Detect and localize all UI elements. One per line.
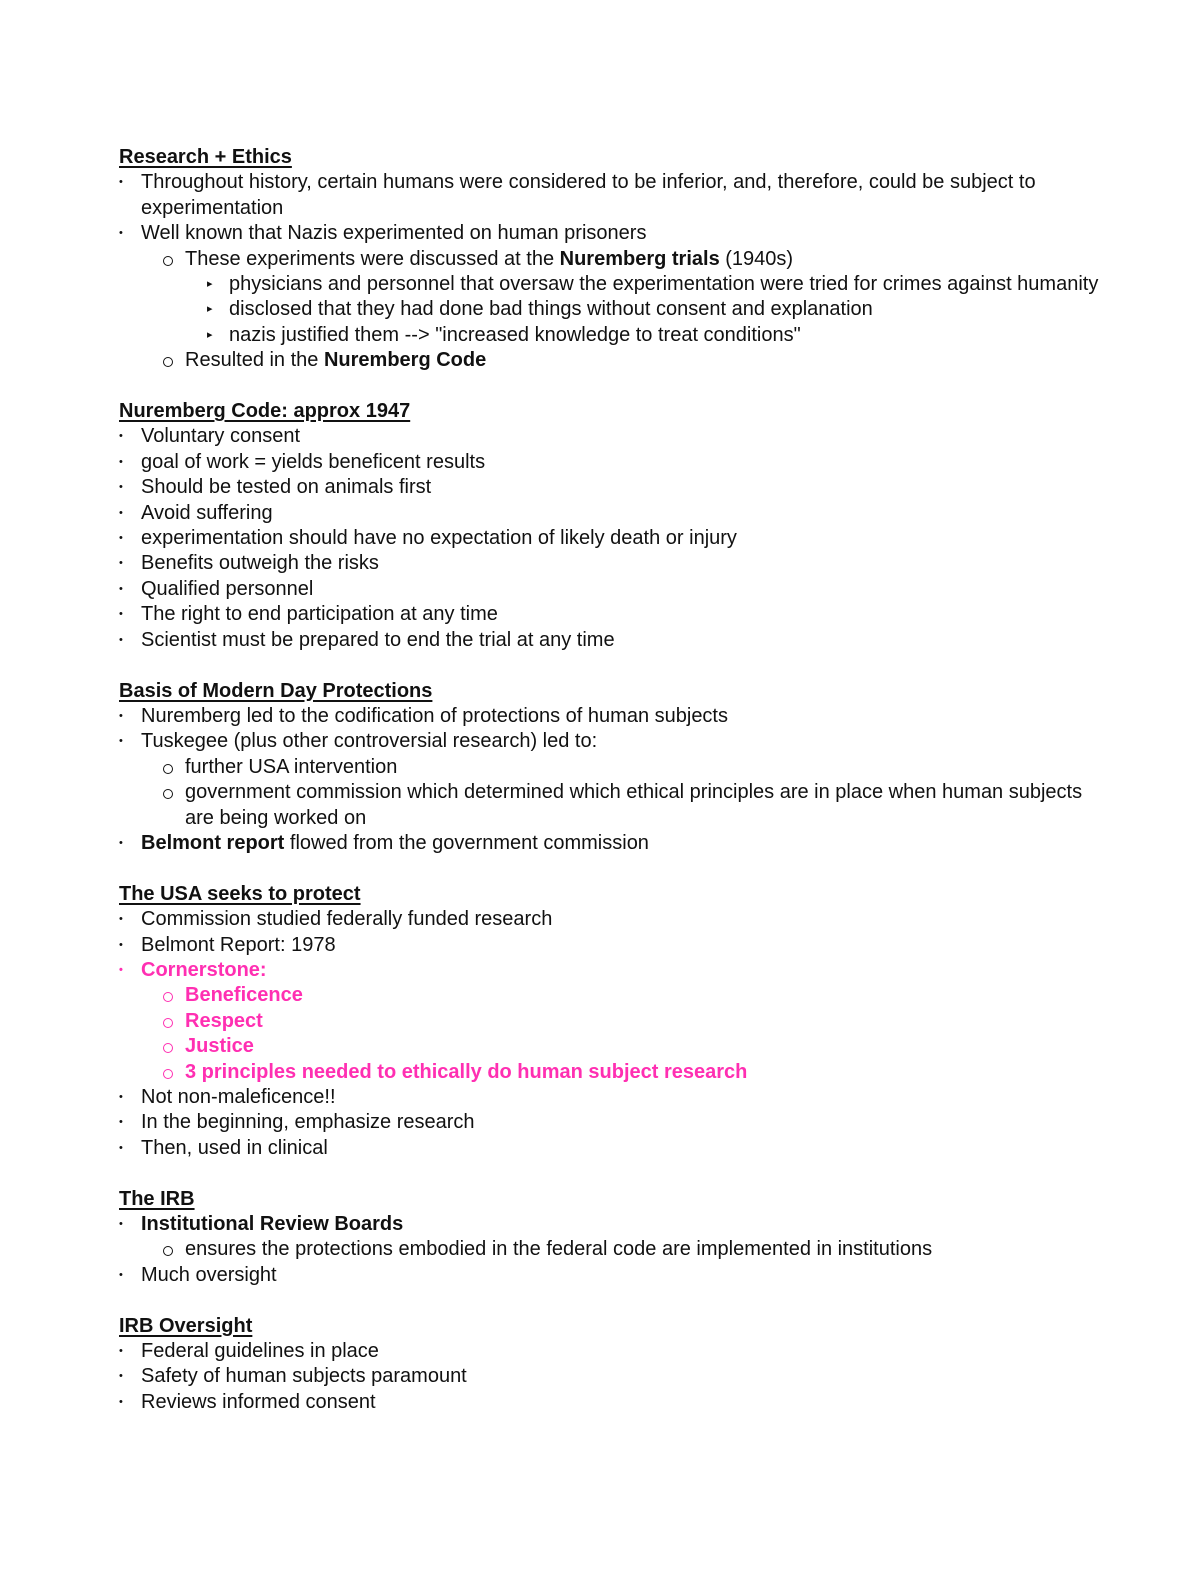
section-usa-protect: [119, 882, 1109, 1161]
text-run: Resulted in the: [185, 349, 324, 372]
section-irb: [119, 1187, 1109, 1289]
bullet-list: [119, 907, 1109, 1161]
section-nuremberg-code: [119, 399, 1109, 653]
list-item: • Not non-maleficence!!: [119, 1085, 1109, 1110]
list-item-text: Well known that Nazis experimented on human prisoners: [141, 222, 647, 245]
bullet-list: [119, 704, 1109, 856]
list-item: • The right to end participation at any time: [119, 602, 1109, 627]
sub-list-item: ensures the protections embodied in the federal code are implemented in institutions: [163, 1237, 1109, 1262]
list-item: • Benefits outweigh the risks: [119, 551, 1109, 576]
sub-list-item: Justice: [163, 1034, 1109, 1059]
sub-sub-list-item: ▸ disclosed that they had done bad things without consent and explanation: [207, 297, 1109, 322]
sub-list-item: [163, 348, 1109, 373]
section-modern-protections: [119, 679, 1109, 857]
sub-bullet-list: [163, 755, 1109, 831]
bullet-list: [119, 170, 1109, 373]
section-research-ethics: [119, 145, 1109, 374]
sub-sub-list-item: ▸ physicians and personnel that oversaw the experimentation were tried for crimes against humanity: [207, 272, 1109, 297]
document-content: [119, 145, 1109, 1441]
sub-list-item: 3 principles needed to ethically do human subject research: [163, 1060, 1109, 1085]
sub-bullet-list: [163, 247, 1109, 374]
sub-list-item: further USA intervention: [163, 755, 1109, 780]
sub-list-item: [163, 247, 1109, 349]
section-heading: The USA seeks to protect: [119, 882, 361, 905]
list-item: • goal of work = yields beneficent results: [119, 450, 1109, 475]
sub-sub-bullet-list: [207, 272, 1109, 348]
sub-list-item: Beneficence: [163, 983, 1109, 1008]
bold-term: Nuremberg Code: [323, 349, 487, 372]
list-item: • Safety of human subjects paramount: [119, 1364, 1109, 1389]
bullet-list: [119, 1212, 1109, 1288]
list-item: • Avoid suffering: [119, 501, 1109, 526]
section-heading: IRB Oversight: [119, 1314, 253, 1337]
sub-list-item: Respect: [163, 1009, 1109, 1034]
bullet-list: [119, 424, 1109, 653]
section-heading: Nuremberg Code: approx 1947: [119, 400, 411, 423]
section-heading: Research + Ethics: [119, 146, 292, 168]
text-run: These experiments were discussed at the: [185, 247, 560, 270]
list-item-text: Cornerstone:: [141, 958, 267, 981]
list-item-highlighted: [119, 958, 1109, 1085]
list-item: • Throughout history, certain humans were considered to be inferior, and, therefore, could be subject to experimentation: [119, 170, 1109, 221]
sub-bullet-list: [163, 1237, 1109, 1262]
text-run: flowed from the government commission: [284, 831, 649, 854]
list-item: [119, 729, 1109, 831]
list-item: [119, 221, 1109, 373]
list-item: • experimentation should have no expectation of likely death or injury: [119, 526, 1109, 551]
bold-term: Institutional Review Boards: [141, 1213, 404, 1235]
bullet-list: [119, 1339, 1109, 1415]
list-item: • Scientist must be prepared to end the trial at any time: [119, 628, 1109, 653]
list-item: • Nuremberg led to the codification of protections of human subjects: [119, 704, 1109, 729]
list-item-text: Tuskegee (plus other controversial research) led to:: [141, 730, 598, 753]
list-item: • Voluntary consent: [119, 424, 1109, 449]
sub-list-item: government commission which determined which ethical principles are in place when human subjects are being worked on: [163, 780, 1109, 831]
list-item: • Qualified personnel: [119, 577, 1109, 602]
section-irb-oversight: [119, 1314, 1109, 1416]
list-item: • Reviews informed consent: [119, 1390, 1109, 1415]
section-heading: The IRB: [119, 1187, 195, 1210]
list-item: • Belmont Report: 1978: [119, 933, 1109, 958]
text-run: (1940s): [719, 247, 794, 270]
list-item: • Federal guidelines in place: [119, 1339, 1109, 1364]
list-item: • Should be tested on animals first: [119, 475, 1109, 500]
list-item: • In the beginning, emphasize research: [119, 1110, 1109, 1135]
list-item: • Then, used in clinical: [119, 1136, 1109, 1161]
list-item: [119, 1212, 1109, 1263]
bold-term: Nuremberg trials: [559, 247, 720, 270]
bold-term: Belmont report: [141, 831, 285, 854]
sub-sub-list-item: ▸ nazis justified them --> "increased knowledge to treat conditions": [207, 323, 1109, 348]
list-item: • Much oversight: [119, 1263, 1109, 1288]
section-heading: Basis of Modern Day Protections: [119, 679, 433, 702]
list-item: [119, 831, 1109, 856]
sub-bullet-list: [163, 983, 1109, 1085]
list-item: • Commission studied federally funded research: [119, 907, 1109, 932]
